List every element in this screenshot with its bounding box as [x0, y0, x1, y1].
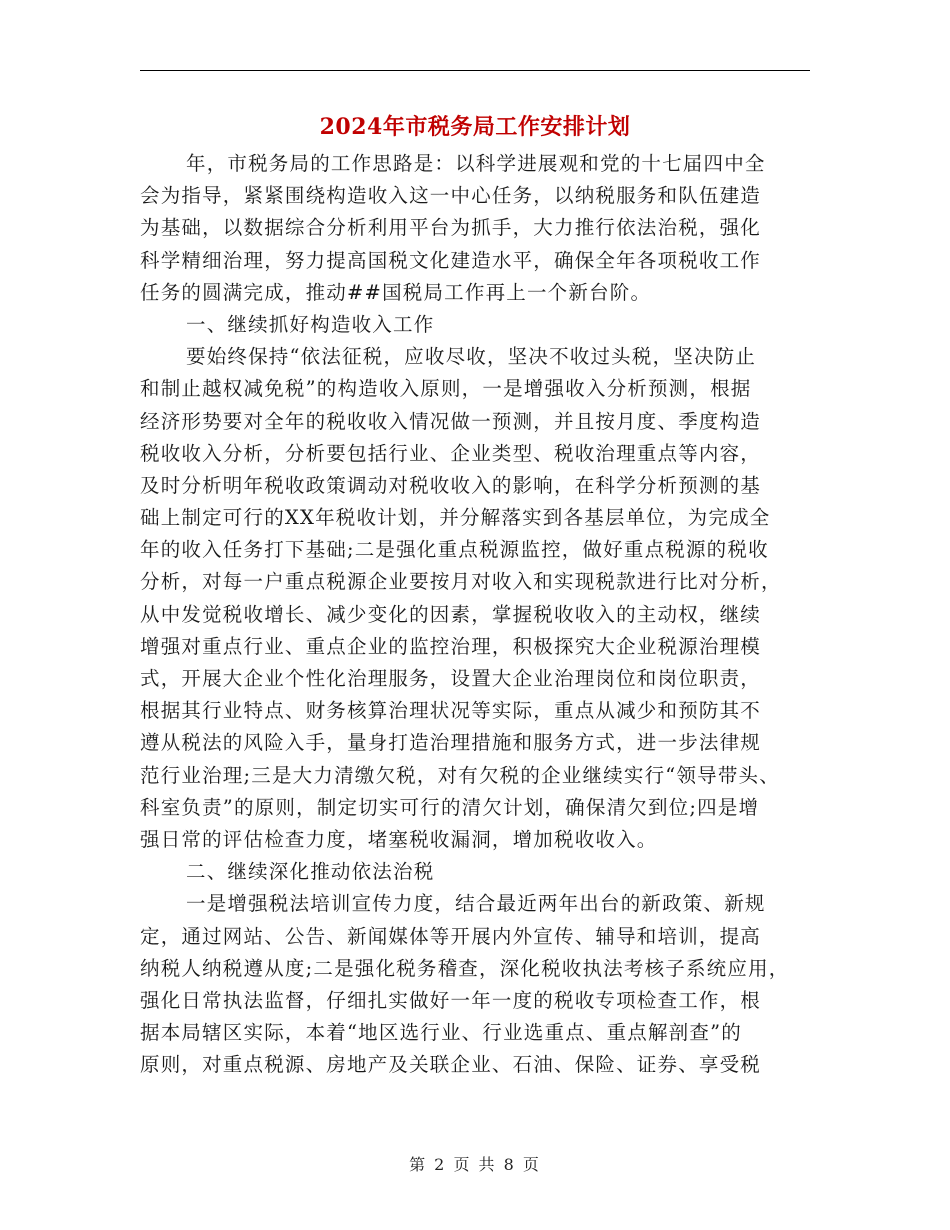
body-line: 础上制定可行的XX年税收计划，并分解落实到各基层单位，为完成全 [140, 506, 771, 530]
body-line: 纳税人纳税遵从度;二是强化税务稽查，深化税收执法考核子系统应用， [140, 956, 790, 980]
body-line: 及时分析明年税收政策调动对税收收入的影响，在科学分析预测的基 [140, 473, 762, 497]
header-rule [140, 70, 810, 71]
body-line: 范行业治理;三是大力清缴欠税，对有欠税的企业继续实行“领导带头、 [140, 763, 780, 787]
body-line: 和制止越权减免税”的构造收入原则，一是增强收入分析预测，根据 [140, 377, 752, 401]
body-line: 增强对重点行业、重点企业的监控治理，积极探究大企业税源治理模 [140, 634, 762, 658]
body-line: 一、继续抓好构造收入工作 [186, 312, 435, 336]
body-line: 强日常的评估检查力度，堵塞税收漏洞，增加税收收入。 [140, 827, 658, 851]
body-line: 为基础，以数据综合分析利用平台为抓手，大力推行依法治税，强化 [140, 216, 762, 240]
body-line: 据本局辖区实际，本着“地区选行业、行业选重点、重点解剖查”的 [140, 1021, 742, 1045]
body-line: 根据其行业特点、财务核算治理状况等实际，重点从减少和预防其不 [140, 699, 762, 723]
body-line: 强化日常执法监督，仔细扎实做好一年一度的税收专项检查工作，根 [140, 988, 762, 1012]
body-line: 原则，对重点税源、房地产及关联企业、石油、保险、证券、享受税 [140, 1053, 762, 1077]
page-footer: 第 2 页 共 8 页 [409, 1155, 541, 1174]
body-line: 分析，对每一户重点税源企业要按月对收入和实现税款进行比对分析， [140, 570, 782, 594]
body-line: 年的收入任务打下基础;二是强化重点税源监控，做好重点税源的税收 [140, 538, 769, 562]
body-line: 一是增强税法培训宣传力度，结合最近两年出台的新政策、新规 [186, 892, 766, 916]
body-line: 式，开展大企业个性化治理服务，设置大企业治理岗位和岗位职责， [140, 667, 762, 690]
body-line: 二、继续深化推动依法治税 [186, 860, 435, 884]
body-line: 年，市税务局的工作思路是：以科学进展观和党的十七届四中全 [186, 152, 766, 175]
body-line: 会为指导，紧紧围绕构造收入这一中心任务，以纳税服务和队伍建造 [140, 184, 762, 208]
body-line: 科室负责”的原则，制定切实可行的清欠计划，确保清欠到位;四是增 [140, 795, 760, 819]
body-line: 定，通过网站、公告、新闻媒体等开展内外宣传、辅导和培训，提高 [140, 924, 762, 948]
body-line: 遵从税法的风险入手，量身打造治理措施和服务方式，进一步法律规 [140, 731, 762, 755]
body-line: 要始终保持“依法征税，应收尽收，坚决不收过头税，坚决防止 [186, 345, 757, 369]
body-line: 从中发觉税收增长、减少变化的因素，掌握税收收入的主动权，继续 [140, 602, 762, 626]
document-title: 2024年市税务局工作安排计划 [319, 114, 631, 140]
body-line: 税收收入分析，分析要包括行业、企业类型、税收治理重点等内容， [140, 441, 762, 465]
document-body [140, 148, 810, 1081]
body-line: 任务的圆满完成，推动##国税局工作再上一个新台阶。 [140, 280, 652, 304]
body-line: 经济形势要对全年的税收收入情况做一预测，并且按月度、季度构造 [140, 409, 762, 433]
body-line: 科学精细治理，努力提高国税文化建造水平，确保全年各项税收工作 [140, 248, 762, 272]
